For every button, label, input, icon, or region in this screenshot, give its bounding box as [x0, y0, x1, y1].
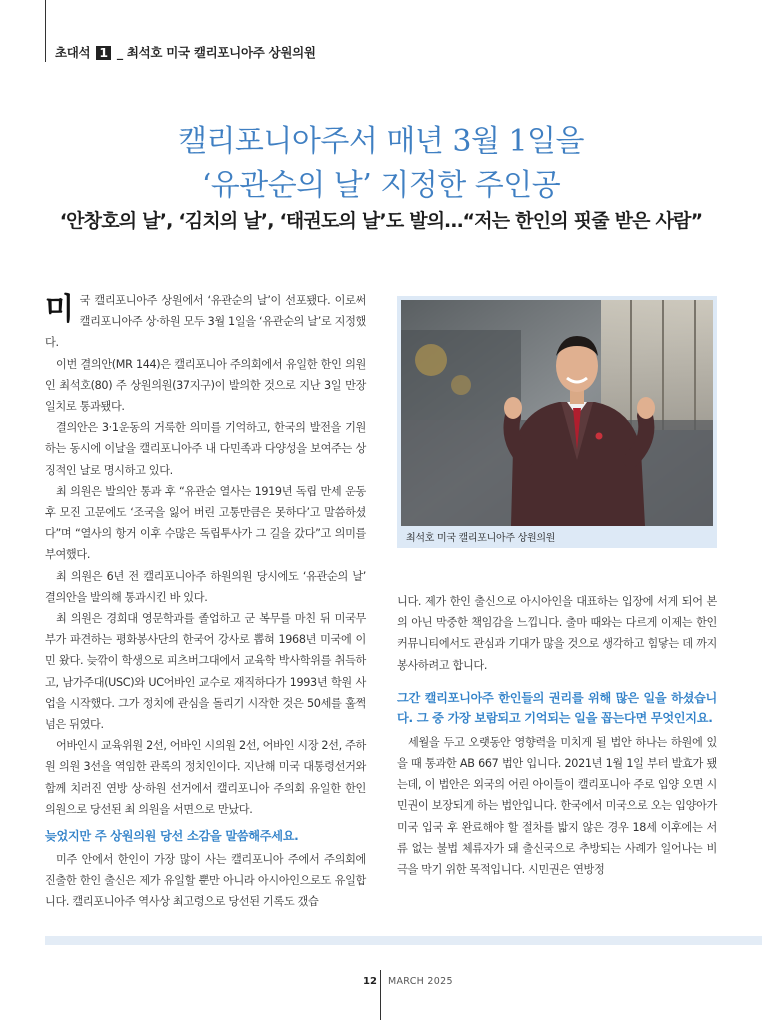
section-number-badge: 1	[96, 46, 110, 60]
paragraph: 어바인시 교육위원 2선, 어바인 시의원 2선, 어바인 시장 2선, 주하원 의원 3선을 역임한 관록의 정치인이다. 지난해 미국 대통령선거와 함께 치러진 연방 상·하원 선거에서 캘리포니아 주의회 유일한 한인 의원으로 당선된 최 의원을 서면으로 만났다.	[45, 739, 366, 816]
interview-question-1: 늦었지만 주 상원의원 당선 소감을 말씀해주세요.	[45, 829, 299, 844]
interview-answer-1-continued: 니다. 제가 한인 출신으로 아시아인을 대표하는 입장에 서게 되어 본의 아닌 막중한 책임감을 느낍니다. 출마 때와는 다르게 이제는 한인 커뮤니티에서도 관심과 기대가 많을 것으로 생각하고 힘닿는 데 까지 봉사하려고 합니다.	[397, 595, 717, 672]
article-title	[0, 120, 762, 208]
section-label	[55, 43, 316, 61]
right-column	[397, 591, 717, 880]
article-subtitle: ‘안창호의 날’, ‘김치의 날’, ‘태권도의 날’도 발의…“저는 한인의 핏줄 받은 사람”	[59, 210, 703, 232]
paragraph: 최 의원은 발의안 통과 후 “유관순 열사는 1919년 독립 만세 운동 후 모진 고문에도 ‘조국을 잃어 버린 고통만큼은 못하다’고 말씀하셨다”며 “열사의 항거 이후 수많은 독립투사가 그 길을 갔다”고 의미를 부여했다.	[45, 484, 366, 562]
interview-answer-1: 미주 안에서 한인이 가장 많이 사는 캘리포니아 주에서 주의회에 진출한 한인 출신은 제가 유일할 뿐만 아니라 아시아인으로도 유일합니다. 캘리포니아주 역사상 최고령으로 당선된 기록도 갰습	[45, 853, 366, 909]
paragraph-lead	[45, 290, 366, 354]
header-rule	[45, 0, 46, 62]
paragraph: 최 의원은 6년 전 캘리포니아주 하원의원 당시에도 ‘유관순의 날’ 결의안을 발의해 통과시킨 바 있다.	[45, 569, 366, 604]
portrait-illustration	[401, 300, 713, 526]
left-column	[45, 290, 366, 913]
paragraph: 이번 결의안(MR 144)은 캘리포니아 주의회에서 유일한 한인 의원인 최석호(80) 주 상원의원(37지구)이 발의한 것으로 지난 3일 만장일치로 통과됐다.	[45, 357, 366, 414]
lead-text: 국 캘리포니아주 상원에서 ‘유관순의 날’이 선포됐다. 이로써 캘리포니아주 상·하원 모두 3월 1일을 ‘유관순의 날’로 지정했다.	[45, 294, 366, 350]
photo-frame	[397, 296, 717, 548]
photo-caption: 최석호 미국 캘리포니아주 상원의원	[406, 533, 556, 544]
dropcap: 미	[45, 292, 74, 327]
section-prefix: 초대석	[55, 45, 91, 60]
portrait-photo	[401, 300, 713, 526]
section-subject: _ 최석호 미국 캘리포니아주 상원의원	[116, 45, 316, 60]
interview-question-2: 그간 캘리포니아주 한인들의 권리를 위해 많은 일을 하셨습니다. 그 중 가장 보람되고 기억되는 일을 꼽는다면 무엇인지요.	[397, 690, 717, 725]
paragraph: 결의안은 3·1운동의 거룩한 의미를 기억하고, 한국의 발전을 기원하는 동시에 이날을 캘리포니아주 내 다민족과 다양성을 보여주는 상징적인 날로 명시하고 있다.	[45, 421, 366, 477]
issue-label: MARCH 2025	[388, 976, 453, 987]
title-line-1: 캘리포니아주서 매년 3월 1일을	[177, 124, 585, 159]
bottom-decorative-band	[45, 936, 762, 945]
footer-rule	[380, 970, 381, 1020]
interview-answer-2: 세월을 두고 오랫동안 영향력을 미치게 될 법안 하나는 하원에 있을 때 통과한 AB 667 법안 입니다. 2021년 1월 1일 부터 발효가 됐는데, 이 법안은 외국의 어린 아이들이 캘리포니아 주로 입양 오면 시민권이 보장되게 하는 법안입니다. 한국에서 미국으로 오는 입양아가 미국 입국 후 완료해야 할 절차를 밟지 않은 경우 18세 이후에는 서류 없는 불법 체류자가 돼 출신국으로 추방되는 사례가 일어나는 비극을 막기 위한 목적입니다. 시민권은 연방정	[397, 735, 717, 877]
page-number: 12	[363, 976, 377, 987]
paragraph: 최 의원은 경희대 영문학과를 졸업하고 군 복무를 마친 뒤 미국무부가 파견하는 평화봉사단의 한국어 강사로 뽑혀 1968년 미국에 이민 왔다. 늦깎이 학생으로 피츠버그대에서 교육학 박사학위를 취득하고, 남가주대(USC)와 UC어바인 교수로 재직하다가 1993년 학원 사업을 시작했다. 그가 정치에 관심을 돌리기 시작한 것은 50세를 훌쩍 넘은 뒤였다.	[45, 612, 366, 732]
title-line-2: ‘유관순의 날’ 지정한 주인공	[201, 168, 561, 203]
